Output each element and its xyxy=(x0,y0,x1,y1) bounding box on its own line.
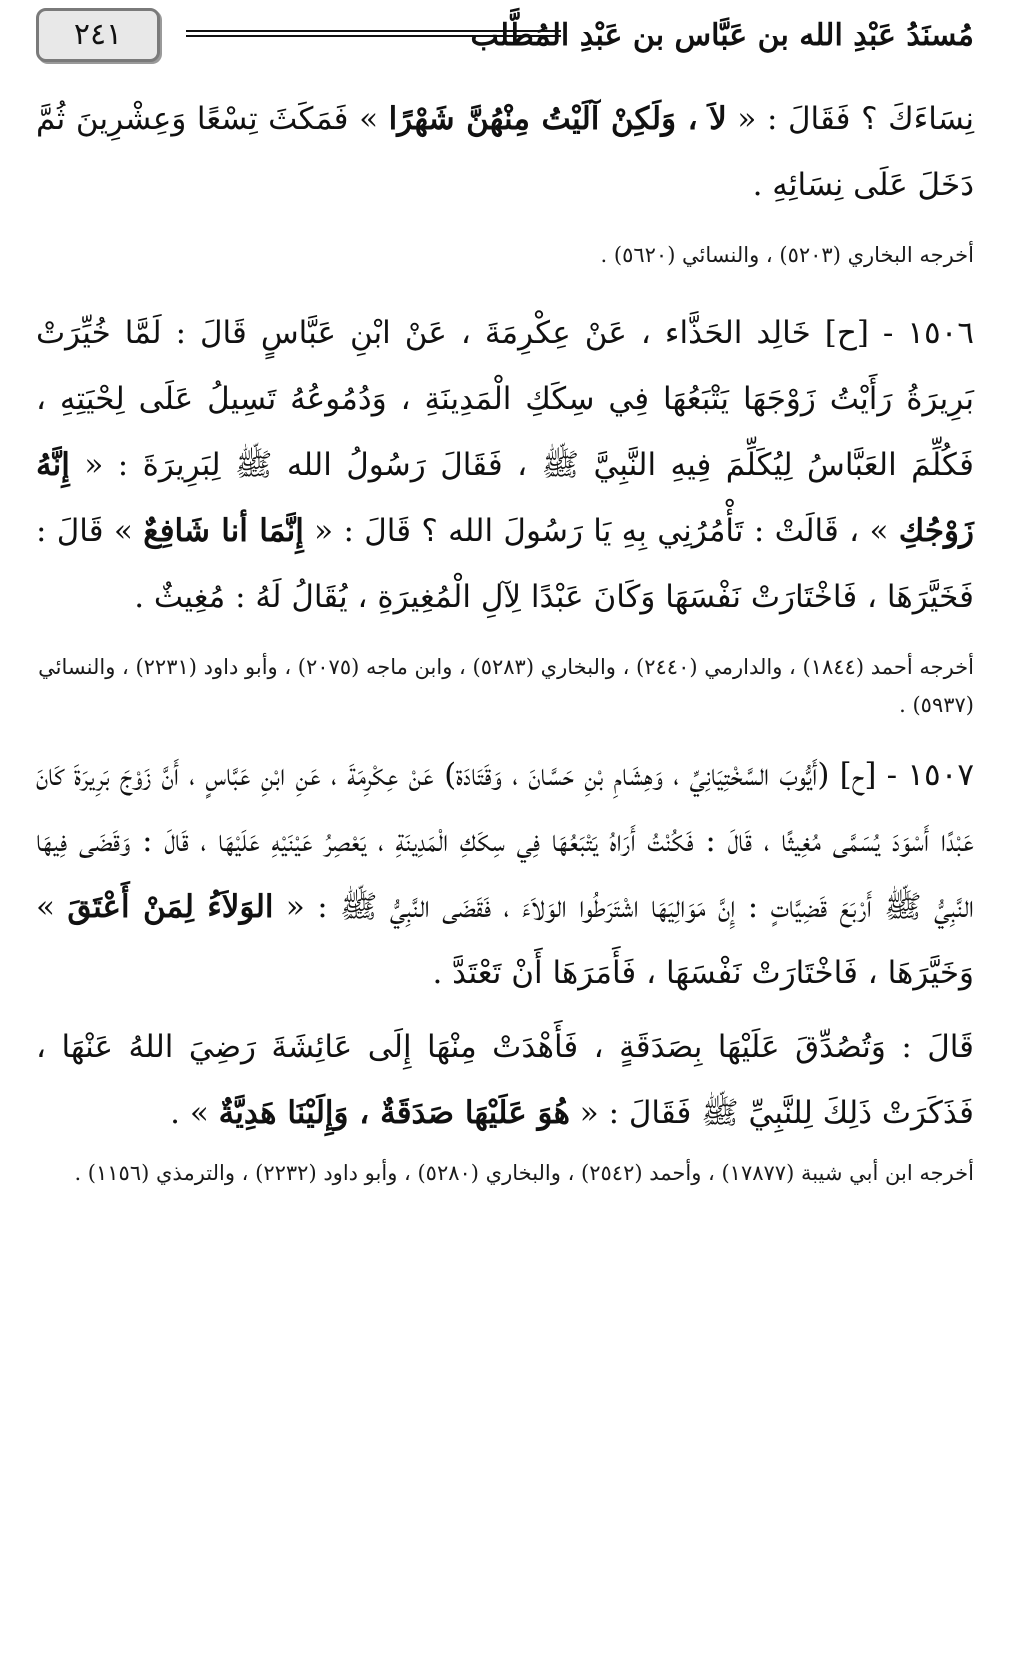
text-run: » . xyxy=(170,1095,219,1131)
prophetic-quote: الوَلاَءُ لِمَنْ أَعْتَقَ xyxy=(67,889,274,925)
page-number: ٢٤١ xyxy=(36,8,160,62)
text-run: نِسَاءَكَ ؟ فَقَالَ : « xyxy=(726,101,974,137)
text-run: قَالَ : وَتُصُدِّقَ عَلَيْهَا بِصَدَقَةٍ ، فَأَهْدَتْ مِنْهَا إِلَى عَائِشَةَ رَضِيَ اللهُ عَنْهَا ، فَذَكَرَتْ ذَلِكَ لِلنَّبِيِّ ﷺ فَقَالَ : « xyxy=(36,1029,974,1131)
hadith-1506 xyxy=(36,300,974,630)
prophetic-quote: لاَ ، وَلَكِنْ آلَيْتُ مِنْهُنَّ شَهْرًا xyxy=(388,101,727,137)
reference-3: أخرجه ابن أبي شيبة (١٧٨٧٧) ، وأحمد (٢٥٤٢) ، والبخاري (٥٢٨٠) ، وأبو داود (٢٢٣٢) ، والترمذي (١١٥٦) . xyxy=(74,1161,974,1185)
hadith-1507-continued xyxy=(36,1014,974,1146)
text-run: ١٥٠٧ - [ح] (أَيُّوبَ السَّخْتِيَانِيِّ ، وَهِشَامِ بْنِ حَسَّانَ ، وَقَتَادَة) عَنْ عِكْرِمَةَ ، عَنِ ابْنِ عَبَّاسٍ ، أَنَّ زَوْجَ بَرِيرَةَ كَانَ عَبْدًا أَسْوَدَ يُسَمَّى مُغِيثًا ، قَالَ : فَكُنْتُ أَرَاهُ يَتْبَعُهَا فِي سِكَكِ الْمَدِينَةِ ، يَعْصِرُ عَيْنَيْهِ عَلَيْهَا ، قَالَ : وَقَضَى فِيهَا النَّبِيُّ ﷺ أَرْبَعَ قَضِيَّاتٍ : إِنَّ مَوَالِيَهَا اشْتَرَطُوا الوَلاَءَ ، فَقَضَى النَّبِيُّ ﷺ : « xyxy=(36,757,974,925)
reference-1: أخرجه البخاري (٥٢٠٣) ، والنسائي (٥٦٢٠) . xyxy=(600,243,974,267)
page-header xyxy=(36,8,974,62)
text-run: » قَالَ : فَخَيَّرَهَا ، فَاخْتَارَتْ نَفْسَهَا وَكَانَ عَبْدًا لِآلِ الْمُغِيرَةِ ، يُقَالُ لَهُ : مُغِيثٌ . xyxy=(36,513,974,615)
continuation-paragraph xyxy=(36,86,974,218)
text-run: » وَخَيَّرَهَا ، فَاخْتَارَتْ نَفْسَهَا ، فَأَمَرَهَا أَنْ تَعْتَدَّ . xyxy=(36,889,974,991)
reference-2: أخرجه أحمد (١٨٤٤) ، والدارمي (٢٤٤٠) ، والبخاري (٥٢٨٣) ، وابن ماجه (٢٠٧٥) ، وأبو داود (٢٢٣١) ، والنسائي (٥٩٣٧) . xyxy=(38,655,974,717)
header-rule xyxy=(186,30,561,37)
text-run: » فَمَكَثَ تِسْعًا وَعِشْرِينَ ثُمَّ دَخَلَ عَلَى نِسَائِهِ . xyxy=(36,101,974,203)
page-body xyxy=(36,86,974,1657)
running-title: مُسنَدُ عَبْدِ الله بن عَبَّاس بن عَبْدِ المُطَّلب xyxy=(470,18,974,53)
prophetic-quote: إِنَّهُ زَوْجُكِ xyxy=(36,447,974,549)
prophetic-quote: إِنَّمَا أنا شَافِعٌ xyxy=(143,513,304,549)
prophetic-quote: هُوَ عَلَيْهَا صَدَقَةٌ ، وَإِلَيْنَا هَدِيَّةٌ xyxy=(218,1095,570,1131)
text-run: ١٥٠٦ - [ح] خَالِد الحَذَّاء ، عَنْ عِكْرِمَةَ ، عَنْ ابْنِ عَبَّاسٍ قَالَ : لَمَّا خُيِّرَتْ بَرِيرَةُ رَأَيْتُ زَوْجَهَا يَتْبَعُهَا فِي سِكَكِ الْمَدِينَةِ ، وَدُمُوعُهُ تَسِيلُ عَلَى لِحْيَتِهِ ، فَكُلِّمَ العَبَّاسُ لِيُكَلِّمَ فِيهِ النَّبِيَّ ﷺ ، فَقَالَ رَسُولُ الله ﷺ لِبَرِيرَةَ : « xyxy=(36,315,974,483)
hadith-1507 xyxy=(36,742,974,1006)
text-run: » ، قَالَتْ : تَأْمُرُنِي بِهِ يَا رَسُولَ الله ؟ قَالَ : « xyxy=(303,513,899,549)
